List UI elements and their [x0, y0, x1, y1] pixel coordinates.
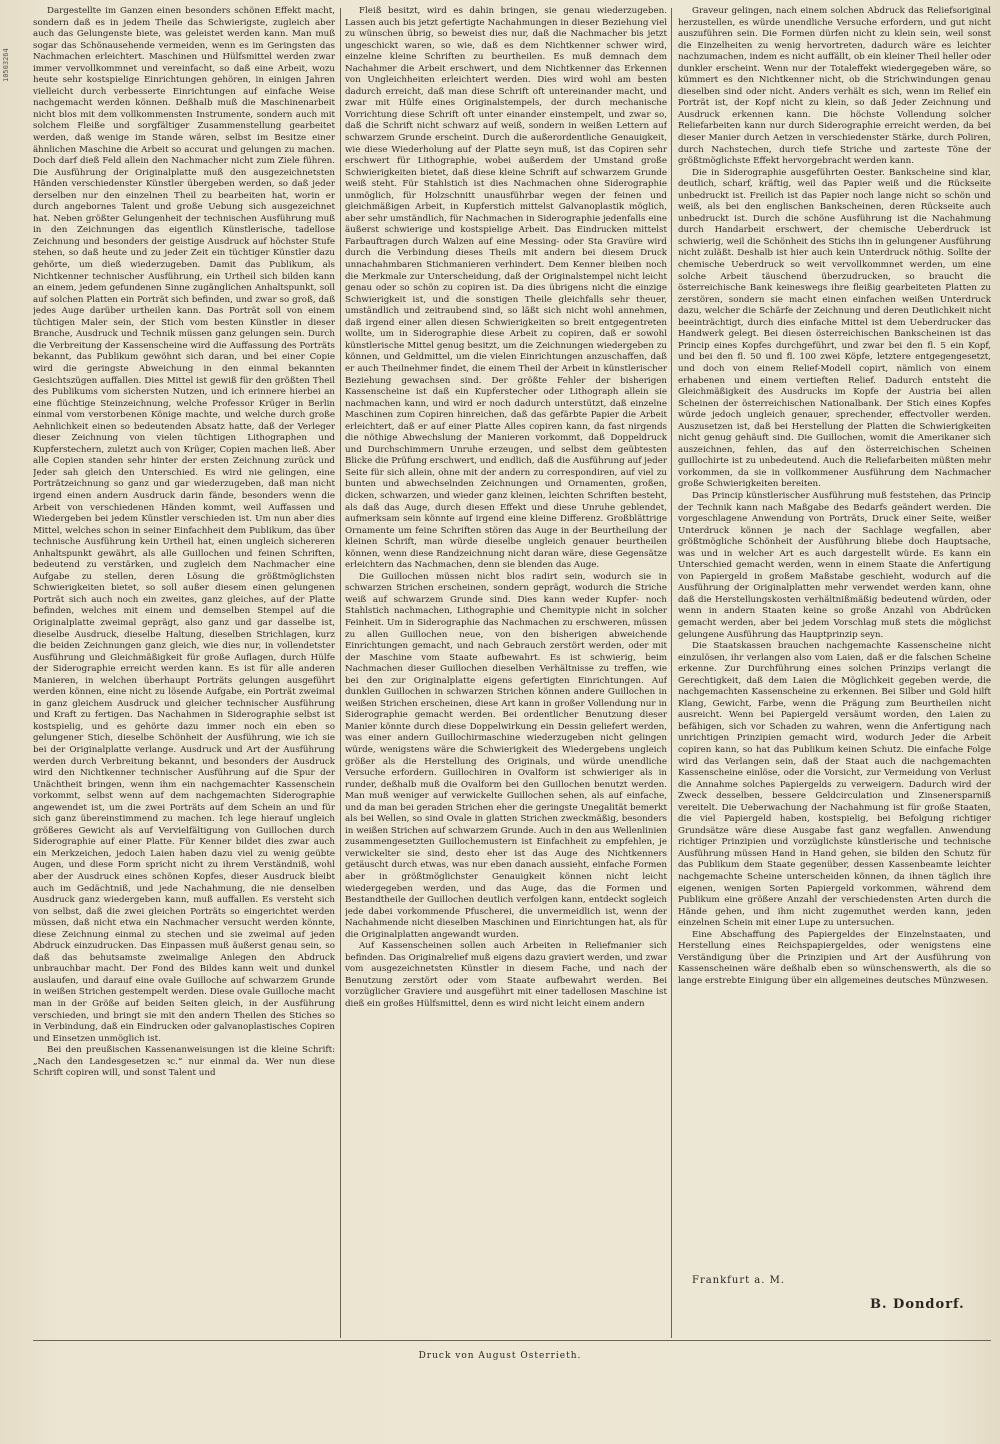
signature-place: Frankfurt a. M. [692, 1275, 786, 1286]
paragraph: Eine Abschaffung des Papiergeldes der Einzelnstaaten, und Herstellung eines Reichspapiergeldes, oder wenigstens eine Verständigung über die Prinzipien und Art der Ausführung von Kassenscheinen wäre deßhalb eben so wünschenswerth, als die so lange erstrebte Einigung über ein allgemeines deutsches Münzwesen. [678, 929, 991, 986]
paragraph: Dargestellte im Ganzen einen besonders schönen Effekt macht, sondern daß es in jedem Theile das Schwierigste, zugleich aber auch das Gelungenste biete, was geleistet werden kann. Man muß sogar das Schönausehende vermeiden, wenn es im Geringsten das Nachmachen erleichtert. Maschinen und Hülfsmittel werden zwar immer vervollkommnet und vereinfacht, so daß eine Arbeit, wozu heute sehr kostspielige Einrichtungen gehören, in einigen Jahren vielleicht durch verbesserte Einrichtungen auf einfache Weise nachgemacht werden können. Deßhalb muß die Maschinenarbeit nicht blos mit dem vollkommensten Instrumente, sondern auch mit solchem Fleiße und sorgfältiger Zusammenstellung gearbeitet werden, daß wenige im Stande wären, selbst im Besitze einer ähnlichen Maschine die Arbeit so accurat und gelungen zu machen. Doch darf dieß Feld allein den Nachmacher nicht zum Ziele führen. Die Ausführung der Originalplatte muß den ausgezeichnetsten Händen verschiedenster Künstler übergeben werden, so daß jeder derselben nur den einzelnen Theil zu bearbeiten hat, worin er durch angebornes Talent und große Uebung sich ausgezeichnet hat. Neben größter Gelungenheit der technischen Ausführung muß in den Zeichnungen das eigentlich Künstlerische, tadellose Zeichnung und besonders der geistige Ausdruck auf höchster Stufe stehen, so daß heute und zu jeder Zeit ein tüchtiger Künstler dazu gehörte, um dieß wiederzugeben. Damit das Publikum, als Nichtkenner technischer Ausführung, ein Urtheil sich bilden kann an einem, jedem gefundenen Sinne zugänglichen Anhaltspunkt, soll auf solchen Platten ein Porträt sich befinden, und zwar so groß, daß jedes Auge darüber urtheilen kann. Das Porträt soll von einem tüchtigen Maler sein, der Stich vom besten Künstler in dieser Branche, Ausdruck und Technik müssen ganz gelungen sein. Durch die Verbreitung der Kassenscheine wird die Auffassung des Porträts bekannt, das Publikum gewöhnt sich daran, und bei einer Copie wird die geringste Abweichung in den einmal bekannten Gesichtszügen auffallen. Dies Mittel ist gewiß für den größten Theil des Publikums vom sichersten Nutzen, und ich erinnere hierbei an eine flüchtige Steinzeichnung, welche Professor Krüger in Berlin einmal vom verstorbenen Könige machte, und welche durch große Aehnlichkeit einen so bedeutenden Absatz hatte, daß der Verleger dieser Zeichnung von vielen tüchtigen Lithographen und Kupferstechern, zuletzt auch von Krüger, Copien machen ließ. Aber alle Copien standen sehr hinter der ersten Zeichnung zurück und Jeder sah gleich den Unterschied. Es wird nie gelingen, eine Porträtzeichnung so ganz und gar wiederzugeben, daß man nicht irgend einen andern Ausdruck darin fände, besonders wenn die Arbeit von verschiedenen Händen kommt, weil Auffassen und Wiedergeben bei jedem Künstler verschieden ist. Um nun aber dies Mittel, welches schon in seiner Einfachheit dem Publikum, das über technische Ausführung kein Urtheil hat, einen ungleich sichereren Anhaltspunkt gewährt, als alle Guillochen und feinen Schriften, bedeutend zu verstärken, und zugleich dem Nachmacher eine Aufgabe zu stellen, deren Lösung die größtmöglichsten Schwierigkeiten bietet, so soll außer diesem einen gelungenen Porträt sich auch noch ein zweites, ganz gleiches, auf der Platte befinden, welches mit einem und demselben Stempel auf die Originalplatte zweimal geprägt, also ganz und gar dasselbe ist, dieselbe Ausdruck, dieselbe Haltung, dieselben Strichlagen, kurz die beiden Zeichnungen ganz gleich, wie dies nur, in vollendetster Ausführung und Gleichmäßigkeit für große Auflagen, durch Hülfe der Siderographie erreicht werden kann. Es ist für alle anderen Manieren, in welchen überhaupt Porträts gelungen ausgeführt werden können, eine nicht zu lösende Aufgabe, ein Porträt zweimal in ganz gleichem Ausdruck und gleicher technischer Ausführung und Kraft zu fertigen. Das Nachahmen in Siderographie selbst ist kostspielig, und es gehörte dazu immer noch ein eben so gelungener Stich, dieselbe Schönheit der Ausführung, wie ich sie bei der Originalplatte verlange. Ausdruck und Art der Ausführung werden durch Verbreitung bekannt, und besonders der Ausdruck wird den Nichtkenner technischer Ausführung auf die Spur der Unächtheit bringen, wenn ihm ein nachgemachter Kassenschein vorkommt, selbst wenn auf dem nachgemachten Siderographie angewendet ist, um die zwei Porträts auf dem Schein an und für sich ganz übereinstimmend zu machen. Ich lege hierauf ungleich größeres Gewicht als auf Vervielfältigung von Guillochen durch Siderographie auf einer Platte. Für Kenner bildet dies zwar auch ein Merkzeichen, jedoch Laien haben dazu viel zu wenig geübte Augen, und diese Form spricht nicht zu ihrem Verständniß, wohl aber der Ausdruck eines schönen Kopfes, dieser Ausdruck bleibt auch im Gedächtniß, und jede Nachahmung, die nie denselben Ausdruck ganz wiedergeben kann, muß auffallen. Es versteht sich von selbst, daß die zwei gleichen Porträts so eingerichtet werden müssen, daß nicht etwa ein Nachmacher versucht werden könnte, diese Zeichnung einmal zu stechen und sie zweimal auf jeden Abdruck einzudrucken. Das Einpassen muß äußerst genau sein, so daß das behutsamste zweimalige Anlegen den Abdruck unbrauchbar macht. Der Fond des Bildes kann weit und dunkel auslaufen, und darauf eine ovale Guilloche auf schwarzem Grunde in weißen Strichen gestempelt werden. Diese ovale Guilloche macht man in der Größe auf beiden Seiten gleich, in der Ausführung verschieden, und bringt sie mit den andern Theilen des Stiches so in Verbindung, daß ein Eindrucken oder galvanoplastisches Copiren und Einsetzen unmöglich ist. [33, 6, 335, 1044]
text-column-3 [678, 6, 991, 1316]
paragraph: Fleiß besitzt, wird es dahin bringen, sie genau wiederzugeben. Lassen auch bis jetzt gefertigte Nachahmungen in dieser Beziehung viel zu wünschen übrig, so beweist dies nur, daß die Nachmacher bis jetzt ungeschickt waren, so wie, daß es dem Nichtkenner schwer wird, einzelne kleine Schriften zu beurtheilen. Es muß demnach dem Nachahmer die Arbeit erschwert, und dem Nichtkenner das Erkennen von Ungleichheiten erleichtert werden. Dies wird wohl am besten dadurch erreicht, daß man diese Schrift oft untereinander macht, und zwar mit Hülfe eines Originalstempels, der durch mechanische Vorrichtung diese Schrift oft unter einander einstempelt, und zwar so, daß die Schrift nicht schwarz auf weiß, sondern in weißen Lettern auf schwarzem Grunde erscheint. Durch die außerordentliche Genauigkeit, wie diese Wiederholung auf der Platte seyn muß, ist das Copiren sehr erschwert für Lithographie, wobei außerdem der Umstand große Schwierigkeiten bietet, daß diese kleine Schrift auf schwarzem Grunde weiß steht. Für Stahlstich ist dies Nachmachen ohne Siderographie unmöglich, für Holzschnitt unausführbar wegen der feinen und gleichmäßigen Arbeit, in Kupferstich mittelst Galvanoplastik möglich, aber sehr umständlich, für Nachmachen in Siderographie jedenfalls eine äußerst schwierige und kostspielige Arbeit. Das Eindrucken mittelst Farbauftragen durch Walzen auf eine Messing- oder Sta Gravüre wird durch die Verbindung dieses Theils mit andern bei diesem Druck unnachahmbaren Stichmanieren verhindert. Dem Kenner bleiben noch die Merkmale zur Unterscheidung, daß der Originalstempel nicht leicht genau oder so schön zu copiren ist. Da dies übrigens nicht die einzige Schwierigkeit ist, und die sonstigen Theile gleichfalls sehr theuer, umständlich und zeitraubend sind, so läßt sich nicht wohl annehmen, daß irgend einer allen diesen Schwierigkeiten so breit entgegentreten wollte, um in Siderographie diese Arbeit zu copiren, daß er sowohl künstlerische Mittel genug besitzt, um die Zeichnungen wiedergeben zu können, und Geldmittel, um die vielen Einrichtungen anzuschaffen, daß er auch Theilnehmer findet, die einem Theil der Arbeit in künstlerischer Beziehung gewachsen sind. Der größte Fehler der bisherigen Kassenscheine ist daß ein Kupferstecher oder Lithograph allein sie nachmachen kann, und wird er noch dadurch unterstützt, daß einzelne Maschinen zum Copiren hinreichen, daß das gefärbte Papier die Arbeit erleichtert, daß er auf einer Platte Alles copiren kann, da fast nirgends die nöthige Abwechslung der Manieren vorkommt, daß Doppeldruck und Durchschimmern Unruhe erzeugen, und selbst dem geübtesten Blicke die Prüfung erschwert, und endlich, daß die Ausführung auf jeder Seite für sich allein, ohne mit der andern zu correspondiren, auf viel zu bunten und abwechselnden Zeichnungen und Ornamenten, großen, dicken, schwarzen, und wieder ganz kleinen, leichten Schriften besteht, als daß das Auge, durch diesen Effekt und diese Unruhe geblendet, aufmerksam sein könnte auf irgend eine kleine Differenz. Großblättrige Ornamente um feine Schriften stören das Auge in der Beurtheilung der kleinen Schrift, man würde dieselbe ungleich genauer beurtheilen können, wenn diese Randzeichnung nicht daran wäre, diese Gegensätze erleichtern das Nachmachen, denn sie blenden das Auge. [345, 6, 667, 571]
text-column-1 [33, 6, 335, 1334]
paragraph: Graveur gelingen, nach einem solchen Abdruck das Reliefsoriginal herzustellen, es würde unendliche Versuche erfordern, und gut nicht auszuführen sein. Die Formen dürfen nicht zu klein sein, weil sonst die Einzelheiten zu wenig hervortreten, dadurch wäre es leichter nachzumachen, indem es nicht auffällt, ob ein kleiner Theil heller oder dunkler erscheint. Wenn nur der Totaleffekt wiedergegeben wäre, so kümmert es den Nichtkenner nicht, ob die Strichwindungen genau dieselben sind oder nicht. Anders verhält es sich, wenn im Relief ein Porträt ist, der Kopf nicht zu klein, so daß Jeder Zeichnung und Ausdruck erkennen kann. Die höchste Vollendung solcher Reliefarbeiten kann nur durch Siderographie erreicht werden, da bei dieser Manier durch Aetzen in verschiedenster Stärke, durch Poliren, durch Nachstechen, durch tiefe Striche und zarteste Töne der größtmöglichste Effekt hervorgebracht werden kann. [678, 6, 991, 167]
printer-imprint: Druck von August Osterrieth. [418, 1351, 582, 1361]
signature-name: B. Dondorf. [870, 1297, 965, 1312]
column-divider [671, 8, 672, 1338]
archive-id: 10503264 [2, 48, 10, 82]
paragraph: Bei den preußischen Kassenanweisungen ist die kleine Schrift: „Nach den Landesgesetzen ꝛc.“ nur einmal da. Wer nun diese Schrift copiren will, und sonst Talent und [33, 1045, 335, 1079]
paragraph: Auf Kassenscheinen sollen auch Arbeiten in Reliefmanier sich befinden. Das Originalrelief muß eigens dazu graviert werden, und zwar vom ausgezeichnetsten Künstler in diesem Fache, und nach der Benutzung zerstört oder vom Staate aufbewahrt werden. Bei vorzüglicher Graviere und ausgeführt mit einer tadellosen Maschine ist dieß ein großes Hülfsmittel, denn es wird nicht leicht einem andern [345, 941, 667, 1010]
column-divider [340, 8, 341, 1338]
paragraph: Die Guillochen müssen nicht blos radirt sein, wodurch sie in schwarzen Strichen erscheinen, sondern geprägt, wodurch die Striche weiß auf schwarzem Grunde sind. Dies kann weder Kupfer- noch Stahlstich nachmachen, Lithographie und Chemitypie nicht in solcher Feinheit. Um in Siderographie das Nachmachen zu erschweren, müssen zu allen Guillochen neue, von den bisherigen abweichende Einrichtungen gemacht, und nach Gebrauch zerstört werden, oder mit der Maschine vom Staate aufbewahrt. Es ist schwierig, beim Nachmachen dieser Guillochen dieselben Verhältnisse zu treffen, wie bei den zur Originalplatte eigens gefertigten Einrichtungen. Auf dunklen Guillochen in schwarzen Strichen können andere Guillochen in weißen Strichen erscheinen, diese Art kann in großer Vollendung nur in Siderographie gemacht werden. Bei ordentlicher Benutzung dieser Manier könnte durch diese Doppelwirkung ein Dessin geliefert werden, was einer andern Guillochirmaschine wiederzugeben nicht gelingen würde, wenigstens wäre die Schwierigkeit des Wiedergebens ungleich größer als die Herstellung des Originals, und würde unendliche Versuche erfordern. Guillochiren in Ovalform ist schwieriger als in runder, deßhalb muß die Ovalform bei den Guillochen benutzt werden. Man muß weniger auf verwickelte Guillochen sehen, als auf einfache, und da man bei geraden Strichen eher die geringste Unegalität bemerkt als bei Wellen, so sind Ovale in glatten Strichen zweckmäßig, besonders in weißen Strichen auf schwarzem Grunde. Auch in den aus Wellenlinien zusammengesetzten Guillochemustern ist Einfachheit zu empfehlen, je verwickelter sie sind, desto eher ist das Auge des Nichtkenners getäuscht durch etwas, was nur eben danach aussieht, einfache Formen aber in größtmöglichster Genauigkeit können nicht leicht wiedergegeben werden, und das Auge, das die Formen und Bestandtheile der Guillochen deutlich verfolgen kann, entdeckt sogleich jede dabei vorkommende Pfuscherei, die unvermeidlich ist, wenn der Nachahmende nicht dieselben Maschinen und Einrichtungen hat, als für die Originalplatten angewandt wurden. [345, 571, 667, 940]
paragraph: Die in Siderographie ausgeführten Oester. Bankscheine sind klar, deutlich, scharf, kräftig, weil das Papier weiß und die Rückseite unbedruckt ist. Freilich ist das Papier noch lange nicht so schön und weiß, als bei den englischen Bankscheinen, deren Rückseite auch unbedruckt ist. Durch die schöne Ausführung ist die Nachahmung durch Handarbeit erschwert, der chemische Ueberdruck ist schwierig, weil die Schönheit des Stichs ihn in gelungener Ausführung nicht zuläßt. Deshalb ist hier auch kein Unterdruck nöthig. Sollte der chemische Ueberdruck so weit vervollkommnet werden, um eine solche Arbeit täuschend überzudrucken, so braucht die österreichische Bank keineswegs ihre fleißig gearbeiteten Platten zu zerstören, sondern sie macht einen einfachen weißen Unterdruck dazu, welcher die Schärfe der Zeichnung und deren Deutlichkeit nicht beeinträchtigt, durch dies einfache Mittel ist dem Ueberdrucker das Handwerk gelegt. Bei diesen österreichischen Bankscheinen ist das Princip eines Kopfes durchgeführt, und zwar bei den fl. 5 ein Kopf, und bei den fl. 50 und fl. 100 zwei Köpfe, letztere entgegengesetzt, und doch von einem Relief-Modell copirt, nämlich von einem erhabenen und einem vertieften Relief. Dadurch entsteht die Gleichmäßigkeit des Ausdrucks im Kopfe der Austria bei allen Scheinen der österreichischen Nationalbank. Der Stich eines Kopfes würde jedoch ungleich genauer, sprechender, effectvoller werden. Auszusetzen ist, daß bei Herstellung der Platten die Schwierigkeiten nicht genug gehäuft sind. Die Guillochen, womit die Amerikaner sich auszeichnen, fehlen, das auf den österreichischen Scheinen guillochirte ist zu unbedeutend. Auch die Reliefarbeiten müßten mehr vorkommen, da sie in vollkommener Ausführung dem Nachmacher große Schwierigkeiten bereiten. [678, 167, 991, 490]
footer-divider [33, 1340, 991, 1341]
paragraph: Das Princip künstlerischer Ausführung muß feststehen, das Princip der Technik kann nach Maßgabe des Bedarfs geändert werden. Die vorgeschlagene Anwendung von Porträts, Druck einer Seite, weißer Unterdruck können je nach der Sachlage wegfallen, aber größtmögliche Schönheit der Ausführung bliebe doch Hauptsache, was und in welcher Art es auch dargestellt würde. Es kann ein Unterschied gemacht werden, wenn in einem Staate die Anfertigung von Papiergeld in großem Maßstabe geschieht, wodurch auf die Ausführung der Originalplatten mehr verwendet werden kann, ohne daß die Herstellungskosten verhältnißmäßig bedeutend würden, oder wenn in andern Staaten keine so große Anzahl von Abdrücken gemacht werden, aber bei jedem Vorschlag muß stets die möglichst gelungene Ausführung das Hauptprinzip seyn. [678, 490, 991, 640]
paragraph: Die Staatskassen brauchen nachgemachte Kassenscheine nicht einzulösen, ihr verlangen also vom Laien, daß er die falschen Scheine erkenne. Zur Durchführung eines solchen Prinzips verlangt die Gerechtigkeit, daß dem Laien die Möglichkeit gegeben werde, die nachgemachten Kassenscheine zu erkennen. Bei Silber und Gold hilft Klang, Gewicht, Farbe, wenn die Prägung zum Beurtheilen nicht ausreicht. Wenn bei Papiergeld versäumt worden, den Laien zu befähigen, sich vor Schaden zu wahren, wenn die Anfertigung nach unrichtigen Prinzipien gemacht wird, wodurch Jeder die Arbeit copiren kann, so hat das Publikum keinen Schutz. Die einfache Folge wird das Verlangen sein, daß der Staat auch die nachgemachten Kassenscheine einlöse, oder die Vorsicht, zur Vermeidung von Verlust die Annahme solches Papiergelds zu verweigern. Dadurch wird der Zweck desselben, bessere Geldcirculation und Zinsenersparniß vereitelt. Die Ueberwachung der Nachahmung ist für große Staaten, die viel Papiergeld haben, kostspielig, bei Befolgung richtiger Grundsätze wäre diese Ausgabe fast ganz wegfallen. Anwendung richtiger Prinzipien und vorzüglichste künstlerische und technische Ausführung müssen Hand in Hand gehen, sie bilden den Schutz für das Publikum dem Staate gegenüber, dessen Kassenbeamte leichter nachgemachte Scheine unterscheiden können, da ihnen täglich ihre eigenen, wenigen Sorten Papiergeld vorkommen, während dem Publikum eine größere Anzahl der verschiedensten Arten durch die Hände gehen, und ihm nicht zugemuthet werden kann, jeden einzelnen Schein mit einer Lupe zu untersuchen. [678, 641, 991, 929]
text-column-2 [345, 6, 667, 1344]
